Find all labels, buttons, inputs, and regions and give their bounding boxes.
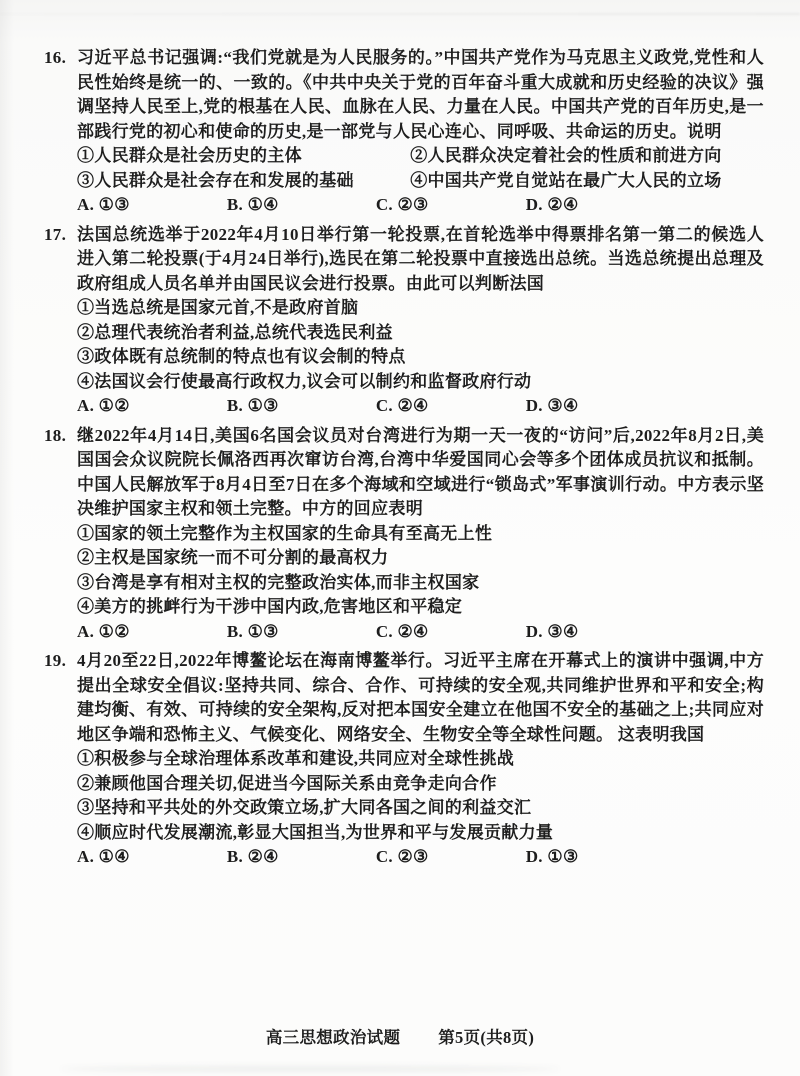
footer-doc-title: 高三思想政治试题: [265, 1027, 401, 1047]
question-16: [44, 46, 764, 218]
question-17: [44, 223, 764, 419]
option-statement: ③台湾是享有相对主权的完整政治实体,而非主权国家: [77, 572, 480, 592]
question-number: 17.: [44, 224, 67, 244]
option-statement: ②主权是国家统一而不可分割的最高权力: [77, 548, 389, 567]
question-option-statements: [77, 747, 764, 845]
scan-artifact-top: [0, 13, 800, 15]
option-statement: ①当选总统是国家元首,不是政府首脑: [77, 298, 359, 317]
question-option-statements: [77, 144, 764, 193]
footer-page-number: 第5页(共8页): [438, 1027, 535, 1047]
option-statement: ①人民群众是社会历史的主体: [77, 146, 302, 165]
choice-a: A. ①③: [77, 195, 130, 214]
choice-b: B. ②④: [226, 847, 279, 866]
choice-a: A. ①②: [77, 396, 130, 415]
option-statement: ④顺应时代发展潮流,彰显大国担当,为世界和平与发展贡献力量: [77, 822, 554, 842]
choice-d: D. ②④: [525, 195, 579, 214]
choice-c: C. ②④: [375, 396, 429, 415]
question-19: [44, 649, 764, 870]
option-statement: ④法国议会行使最高行政权力,议会可以制约和监督政府行动: [77, 371, 532, 391]
question-stem: 习近平总书记强调:“我们党就是为人民服务的。”中国共产党作为马克思主义政党,党性和人民性始终是统一的、一致的。《中共中央关于党的百年奋斗重大成就和历史经验的决议》强调坚持人民至上,党的根基在人民、血脉在人民、力量在人民。中国共产党的百年历史,是一部践行党的初心和使命的历史,是一部党与人民心连心、同呼吸、共命运的历史。说明: [77, 48, 764, 141]
page-footer: [0, 1026, 800, 1051]
choice-c: C. ②③: [375, 847, 429, 866]
choice-a: A. ①④: [77, 847, 130, 866]
answer-choices: [77, 193, 579, 218]
answer-choices: [77, 394, 579, 419]
question-option-statements: [77, 522, 764, 620]
choice-b: B. ①③: [226, 396, 279, 415]
question-number: 18.: [44, 425, 67, 445]
option-statement: ④美方的挑衅行为干涉中国内政,危害地区和平稳定: [77, 597, 463, 616]
option-statement: ③政体既有总统制的特点也有议会制的特点: [77, 347, 406, 366]
choice-c: C. ②④: [375, 621, 429, 641]
answer-choices: [77, 620, 579, 645]
choice-c: C. ②③: [375, 195, 429, 214]
answer-choices: [77, 845, 579, 870]
option-statement: ②兼顾他国合理关切,促进当今国际关系由竞争走向合作: [77, 773, 497, 793]
scan-artifact-bottom: [60, 1066, 560, 1072]
question-option-statements: [77, 296, 764, 394]
choice-d: D. ①③: [525, 847, 579, 866]
question-18: [44, 424, 764, 645]
option-statement: ①国家的领土完整作为主权国家的生命具有至高无上性: [77, 523, 493, 543]
question-stem: 继2022年4月14日,美国6名国会议员对台湾进行为期一天一夜的“访问”后,2022年8月2日,美国国会众议院院长佩洛西再次窜访台湾,台湾中华爱国同心会等多个团体成员抗议和抵制。中国人民解放军于8月4日至7日在多个海域和空域进行“锁岛式”军事演训行动。中方表示坚决维护国家主权和领土完整。中方的回应表明: [77, 425, 764, 518]
option-statement: ①积极参与全球治理体系改革和建设,共同应对全球性挑战: [77, 749, 515, 768]
option-statement: ④中国共产党自觉站在最广大人民的立场: [410, 170, 722, 190]
choice-b: B. ①④: [226, 195, 279, 214]
choice-a: A. ①②: [77, 621, 130, 641]
option-statement: ②人民群众决定着社会的性质和前进方向: [410, 146, 722, 165]
choice-b: B. ①③: [226, 621, 279, 641]
option-statement: ③坚持和平共处的外交政策立场,扩大同各国之间的利益交汇: [77, 798, 532, 817]
question-stem: 4月20至22日,2022年博鳌论坛在海南博鳌举行。习近平主席在开幕式上的演讲中强调,中方提出全球安全倡议:坚持共同、综合、合作、可持续的安全观,共同维护世界和平和安全;构建均衡、有效、可持续的安全架构,反对把本国安全建立在他国不安全的基础之上;共同应对地区争端和恐怖主义、气候变化、网络安全、生物安全等全球性问题。 这表明我国: [77, 651, 764, 744]
option-statement: ③人民群众是社会存在和发展的基础: [77, 170, 354, 190]
choice-d: D. ③④: [525, 396, 579, 415]
option-statement: ②总理代表统治者利益,总统代表选民利益: [77, 322, 393, 342]
question-number: 16.: [44, 48, 67, 67]
question-stem: 法国总统选举于2022年4月10日举行第一轮投票,在首轮选举中得票排名第一第二的候选人进入第二轮投票(于4月24日举行),选民在第二轮投票中直接选出总统。当选总统提出总理及政府组成人员名单并由国民议会进行投票。由此可以判断法国: [77, 224, 764, 293]
choice-d: D. ③④: [525, 621, 579, 641]
question-number: 19.: [44, 651, 67, 670]
